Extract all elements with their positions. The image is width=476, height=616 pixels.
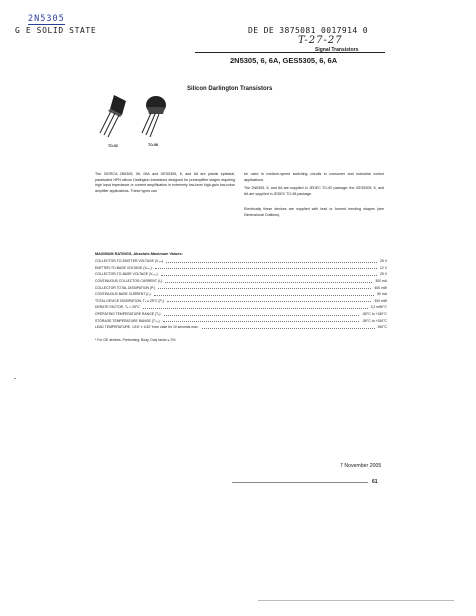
rating-label: CONTINUOUS COLLECTOR CURRENT (I₀)	[95, 279, 163, 284]
manufacturer-header: G E SOLID STATE	[15, 26, 97, 35]
rating-row	[95, 298, 387, 305]
leader-dots	[143, 306, 368, 309]
rating-label: COLLECTOR-TO-BASE VOLTAGE (V₀ₒ₀)	[95, 272, 158, 277]
rating-value: 12 V	[380, 265, 387, 270]
section-label: Signal Transistors	[315, 47, 359, 53]
rating-value: -55°C to +150°C	[362, 318, 387, 323]
leader-dots	[164, 313, 360, 316]
page-title: 2N5305, 6, 6A, GES5305, 6, 6A	[230, 56, 338, 65]
rating-label: CONTINUOUS BASE CURRENT (Iₒ)	[95, 292, 151, 297]
rating-value: 400 mW	[374, 285, 387, 290]
document-stamp: 2N5305	[28, 14, 65, 24]
description-right-3: Electrically these devices are supplied with lead or formed bending shapes (see Dimensional Outlines).	[244, 207, 384, 217]
leader-dots	[154, 293, 375, 296]
ratings-title: MAXIMUM RATINGS, Absolute-Maximum Values:	[95, 252, 183, 256]
scan-mark-line	[258, 600, 454, 601]
scan-mark-dot	[14, 378, 16, 379]
rating-label: OPERATING TEMPERATURE RANGE (Tₐ)	[95, 312, 161, 317]
rating-row	[95, 291, 387, 298]
leader-dots	[158, 286, 371, 289]
rating-row	[95, 271, 387, 278]
page-subtitle: Silicon Darlington Transistors	[187, 86, 273, 92]
rating-value: 260°C	[377, 325, 387, 330]
leader-dots	[167, 299, 371, 302]
leader-dots	[155, 266, 377, 269]
to98-package-image	[134, 93, 174, 141]
rating-label: TOTAL DEVICE DISSIPATION, Tₐ ≤ 25°C (P₀)	[95, 298, 165, 303]
package-label-to92: TO-92	[108, 144, 118, 148]
footer-date: 7 November 2005	[340, 463, 382, 469]
rating-row	[95, 317, 387, 324]
description-right-2: The 2N5305, 6, and 6A are supplied in JEDEC TO-92 package; the GES5305, 6, and 6A are supplied in JEDEC TO-98 package.	[244, 186, 384, 196]
rating-value: 25 V	[380, 259, 387, 264]
handwritten-annotation: T-27-27	[298, 35, 343, 46]
leader-dots	[166, 260, 377, 263]
leader-dots	[163, 319, 359, 322]
description-right-1: be used in medium-speed switching circuits in consumer and industrial control applications.	[244, 172, 384, 182]
leader-dots	[202, 326, 375, 329]
ratings-footnote: * For GE devices. Preforming: Body, Duty factor ≤ 2%.	[95, 338, 177, 342]
rating-value: 3.2 mW/°C	[370, 305, 387, 310]
rating-label: STORAGE TEMPERATURE RANGE (Tₛₜ₉)	[95, 318, 160, 323]
document-code: DE DE 3875081 0017914 0	[248, 26, 368, 35]
rating-label: COLLECTOR TOTAL DISSIPATION (Pₜ)	[95, 285, 156, 290]
rating-label: DERATE FACTOR, Tₐ > 25°C	[95, 305, 140, 310]
rating-row	[95, 324, 387, 331]
description-left: The GE/RCA 2N5305, 06, 06A and GES5305, 6, and 6A are plastic epitaxial, passivated NPN silicon Darlington transistors designed for preamplifier stages requiring high input impedance or current amplification in extremely low-level high-gain low-noise amplifier applications. These types can	[95, 172, 235, 193]
rating-value: 400 mW	[374, 298, 387, 303]
rating-row	[95, 311, 387, 318]
rating-value: 50 mA	[377, 292, 387, 297]
rating-row	[95, 278, 387, 285]
rating-row	[95, 265, 387, 272]
leader-dots	[161, 273, 377, 276]
rating-row	[95, 284, 387, 291]
rating-value: 25 V	[380, 272, 387, 277]
rating-label: EMITTER-TO-BASE VOLTAGE (Vₑₒ₀)	[95, 265, 152, 270]
rating-value: 300 mA	[375, 279, 387, 284]
rating-value: -55°C to +150°C	[362, 312, 387, 317]
rating-row	[95, 258, 387, 265]
page-number: 61	[372, 479, 378, 485]
rating-label: COLLECTOR-TO-EMITTER VOLTAGE (V₀ₑₒ)	[95, 259, 164, 264]
rating-label: LEAD TEMPERATURE, 1/16" ± 1/32" from case for 10 seconds max.	[95, 325, 199, 330]
package-label-to98: TO-98	[148, 143, 158, 147]
footer-rule	[232, 482, 368, 483]
rating-row	[95, 304, 387, 311]
to92-package-image	[92, 93, 132, 141]
leader-dots	[165, 280, 372, 283]
